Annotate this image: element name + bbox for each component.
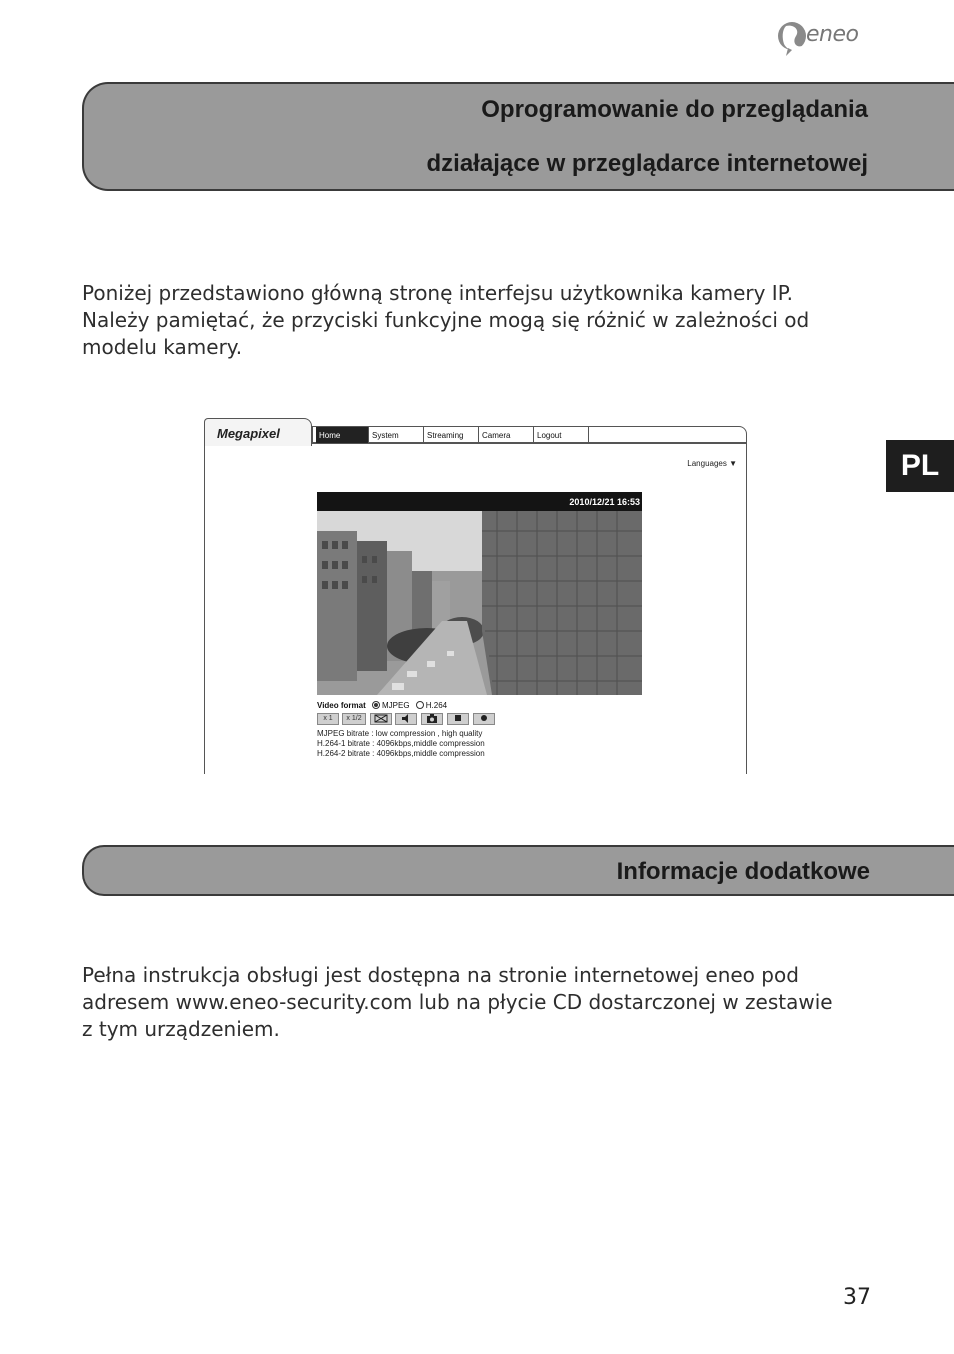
info-line: z tym urządzeniem. <box>82 1017 280 1041</box>
languages-dropdown[interactable]: Languages ▼ <box>687 459 737 468</box>
info-line: adresem www.eneo-security.com lub na płycie CD dostarczonej w zestawie <box>82 990 833 1014</box>
bitrate-line: MJPEG bitrate : low compression , high quality <box>317 729 483 738</box>
h264-label: H.264 <box>425 701 448 710</box>
intro-paragraph <box>82 280 882 361</box>
zoom-half-button[interactable]: x 1/2 <box>342 713 366 725</box>
mjpeg-label: MJPEG <box>381 701 410 710</box>
section-title-line1: Oprogramowanie do przeglądania <box>481 96 868 123</box>
top-menu <box>312 426 747 444</box>
brand-tab: Megapixel <box>204 418 312 446</box>
fullscreen-icon <box>374 714 388 723</box>
menu-camera[interactable]: Camera <box>479 427 534 443</box>
camera-icon <box>427 714 437 723</box>
section-title-line2: działające w przeglądarce internetowej <box>426 150 868 177</box>
video-format-label: Video format <box>317 701 366 710</box>
speaker-icon <box>401 714 411 723</box>
live-video-view <box>317 511 642 695</box>
fullscreen-button[interactable] <box>370 713 392 725</box>
audio-button[interactable] <box>395 713 417 725</box>
intro-line: modelu kamery. <box>82 335 243 359</box>
mjpeg-radio[interactable] <box>372 701 380 709</box>
video-timestamp: 2010/12/21 16:53 <box>317 492 642 511</box>
eneo-logo <box>776 18 876 58</box>
video-format-row <box>317 701 447 710</box>
h264-radio[interactable] <box>416 701 424 709</box>
language-tab: PL <box>886 440 954 492</box>
camera-web-ui-screenshot <box>204 418 747 774</box>
intro-line: Należy pamiętać, że przyciski funkcyjne mogą się różnić w zależności od <box>82 308 810 332</box>
page-number: 37 <box>843 1285 871 1310</box>
record-button[interactable] <box>473 713 495 725</box>
bitrate-line: H.264-1 bitrate : 4096kbps,middle compression <box>317 739 485 748</box>
section-banner-info <box>82 845 954 896</box>
stop-button[interactable] <box>447 713 469 725</box>
snapshot-button[interactable] <box>421 713 443 725</box>
intro-line: Poniżej przedstawiono główną stronę interfejsu użytkownika kamery IP. <box>82 281 794 305</box>
menu-home[interactable]: Home <box>316 427 369 443</box>
section-title-info: Informacje dodatkowe <box>616 858 870 885</box>
record-icon <box>480 714 488 722</box>
stop-icon <box>454 714 462 722</box>
menu-logout[interactable]: Logout <box>534 427 589 443</box>
eneo-globe-icon <box>776 18 810 58</box>
zoom-x1-button[interactable]: x 1 <box>317 713 339 725</box>
info-paragraph <box>82 962 882 1043</box>
bitrate-line: H.264-2 bitrate : 4096kbps,middle compression <box>317 749 485 758</box>
section-banner-software <box>82 82 954 191</box>
info-line: Pełna instrukcja obsługi jest dostępna na stronie internetowej eneo pod <box>82 963 799 987</box>
menu-system[interactable]: System <box>369 427 424 443</box>
logo-text: eneo <box>806 22 859 47</box>
menu-streaming[interactable]: Streaming <box>424 427 479 443</box>
street-scene-image <box>317 511 642 695</box>
